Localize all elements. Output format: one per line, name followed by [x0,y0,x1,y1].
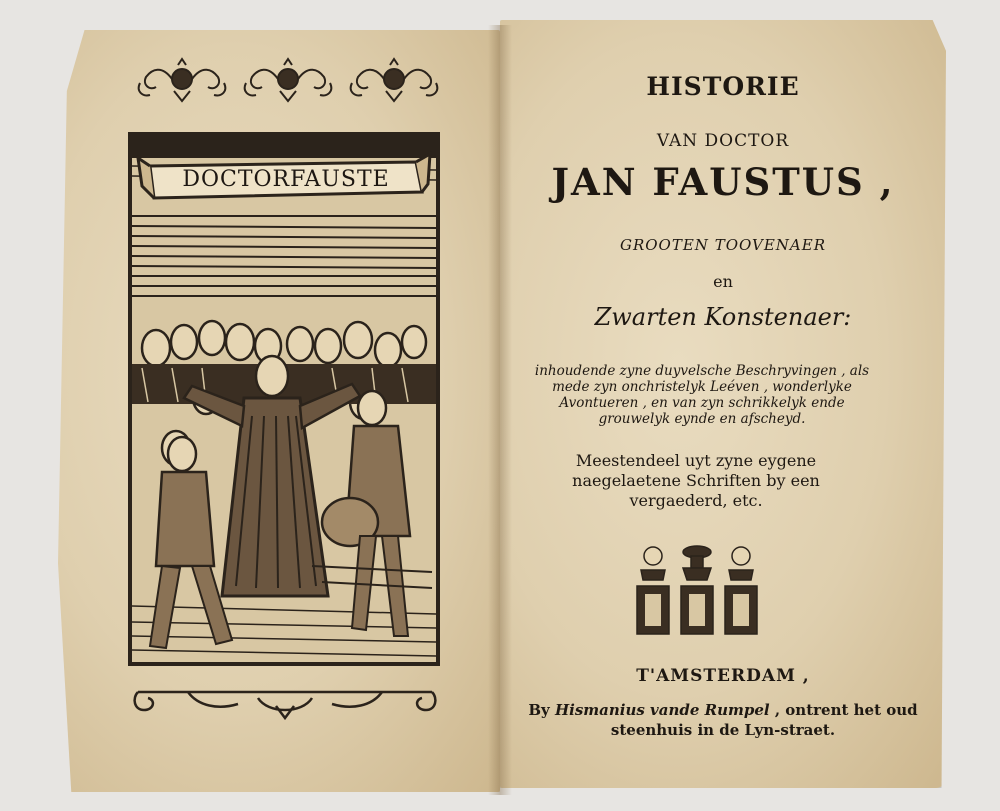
title-description: inhoudende zyne duyvelsche Beschryvingen , als mede zyn onchristelyk Leéven , wonderlyke Avontueren , en van zyn schrikkelyk ende grouwelyk eynde en afscheyd. [534,363,870,427]
title-line-jan-faustus: JAN FAUSTUS , [551,160,895,204]
title-line-zwarten-konstenaer: Zwarten Konstenaer: [594,303,852,331]
imprint-printer-name: Hismanius vande Rumpel [554,701,770,719]
woodcut-banner-text: DOCTORFAUSTE [182,167,390,192]
imprint-by: By [528,701,550,719]
imprint-line [514,700,932,740]
title-note: Meestendeel uyt zyne eygene naegelaetene Schriften by een vergaederd, etc. [572,451,820,510]
ornament-face-icon [132,55,232,105]
imprint-place: T'AMSTERDAM , [636,666,810,686]
title-line-grooten-toovenaer: GROOTEN TOOVENAER [619,236,827,254]
bottom-ornament-icon [128,676,442,722]
imprint-address: , ontrent het oud steenhuis in de Lyn-straet. [610,701,918,739]
title-line-van-doctor: VAN DOCTOR [656,131,790,151]
busts-vignette-icon [627,538,767,638]
ornament-face-icon [238,55,338,105]
top-ornament-row [132,55,444,105]
faust-woodcut-illustration [128,132,440,666]
woodcut-scene [132,136,436,662]
title-line-historie: HISTORIE [646,72,800,101]
ornament-face-icon [344,55,444,105]
title-line-en: en [713,272,733,291]
